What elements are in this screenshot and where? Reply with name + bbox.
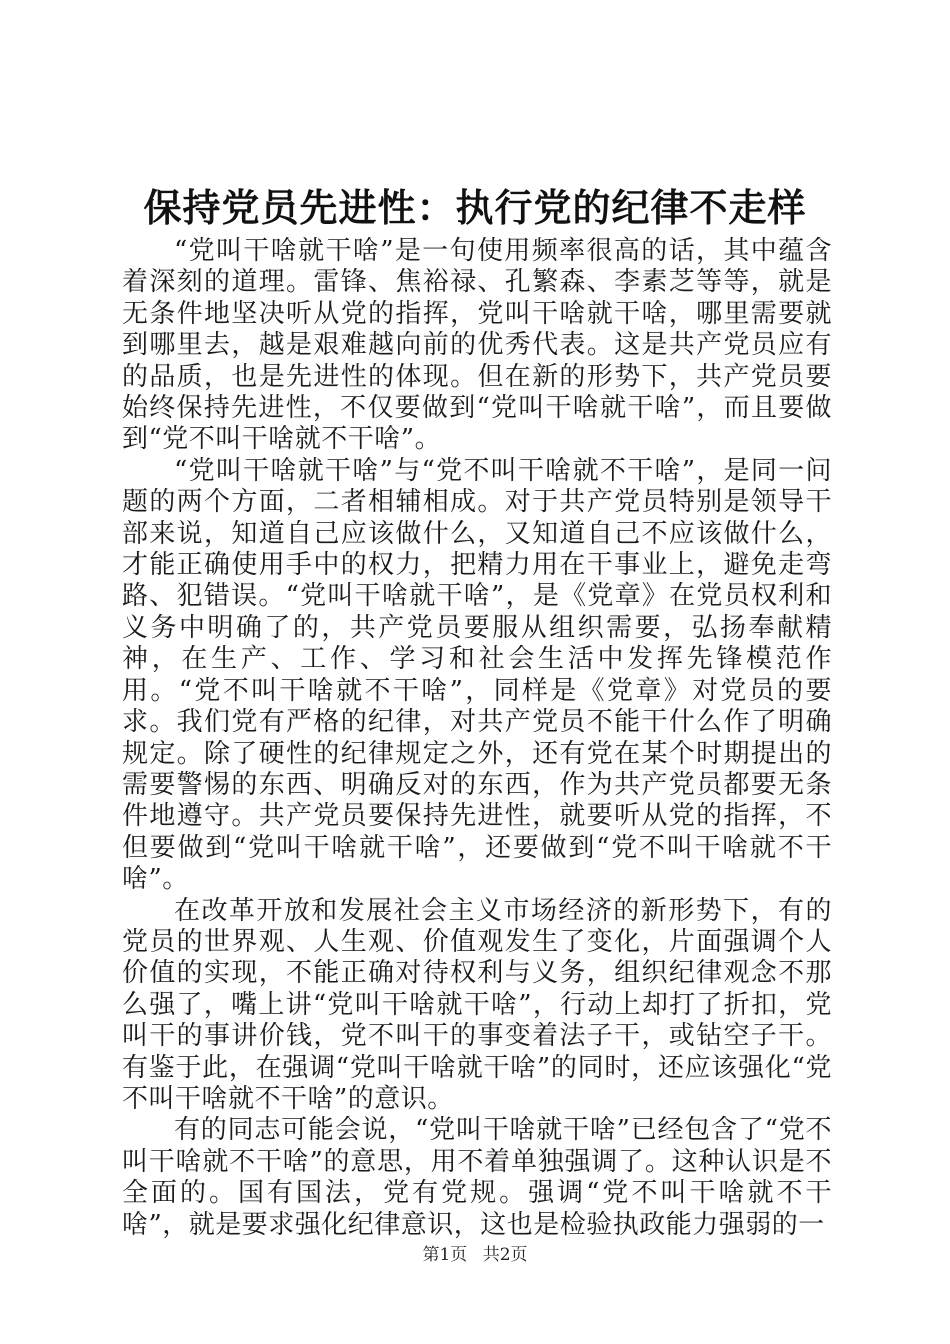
paragraph-1: “党叫干啥就干啥”是一句使用频率很高的话，其中蕴含着深刻的道理。雷锋、焦裕禄、孔繁森、李素芝等等，就是无条件地坚决听从党的指挥，党叫干啥就干啥，哪里需要就到哪里去，越是艰难越向前的优秀代表。这是共产党员应有的品质，也是先进性的体现。但在新的形势下，共产党员要始终保持先进性，不仅要做到“党叫干啥就干啥”，而且要做到“党不叫干啥就不干啥”。 bbox=[122, 236, 832, 455]
paragraph-3: 在改革开放和发展社会主义市场经济的新形势下，有的党员的世界观、人生观、价值观发生了变化，片面强调个人价值的实现，不能正确对待权利与义务，组织纪律观念不那么强了，嘴上讲“党叫干啥就干啥”，行动上却打了折扣，党叫干的事讲价钱，党不叫干的事变着法子干，或钻空子干。有鉴于此，在强调“党叫干啥就干啥”的同时，还应该强化“党不叫干啥就不干啥”的意识。 bbox=[122, 895, 832, 1114]
paragraph-2: “党叫干啥就干啥”与“党不叫干啥就不干啥”，是同一问题的两个方面，二者相辅相成。对于共产党员特别是领导干部来说，知道自己应该做什么，又知道自己不应该做什么，才能正确使用手中的权力，把精力用在干事业上，避免走弯路、犯错误。“党叫干啥就干啥”，是《党章》在党员权利和义务中明确了的，共产党员要服从组织需要，弘扬奉献精神，在生产、工作、学习和社会生活中发挥先锋模范作用。“党不叫干啥就不干啥”，同样是《党章》对党员的要求。我们党有严格的纪律，对共产党员不能干什么作了明确规定。除了硬性的纪律规定之外，还有党在某个时期提出的需要警惕的东西、明确反对的东西，作为共产党员都要无条件地遵守。共产党员要保持先进性，就要听从党的指挥，不但要做到“党叫干啥就干啥”，还要做到“党不叫干啥就不干啥”。 bbox=[122, 455, 832, 895]
page-number-current: 第1页 bbox=[422, 1245, 468, 1265]
page-number-total: 共2页 bbox=[482, 1245, 528, 1265]
page-footer bbox=[0, 1244, 950, 1266]
paragraph-4: 有的同志可能会说，“党叫干啥就干啥”已经包含了“党不叫干啥就不干啥”的意思，用不着单独强调了。这种认识是不全面的。国有国法，党有党规。强调“党不叫干啥就不干啥”，就是要求强化纪律意识，这也是检验执政能力强弱的一 bbox=[122, 1115, 832, 1240]
document-title: 保持党员先进性：执行党的纪律不走样 bbox=[143, 186, 807, 230]
document-body bbox=[122, 236, 832, 1241]
